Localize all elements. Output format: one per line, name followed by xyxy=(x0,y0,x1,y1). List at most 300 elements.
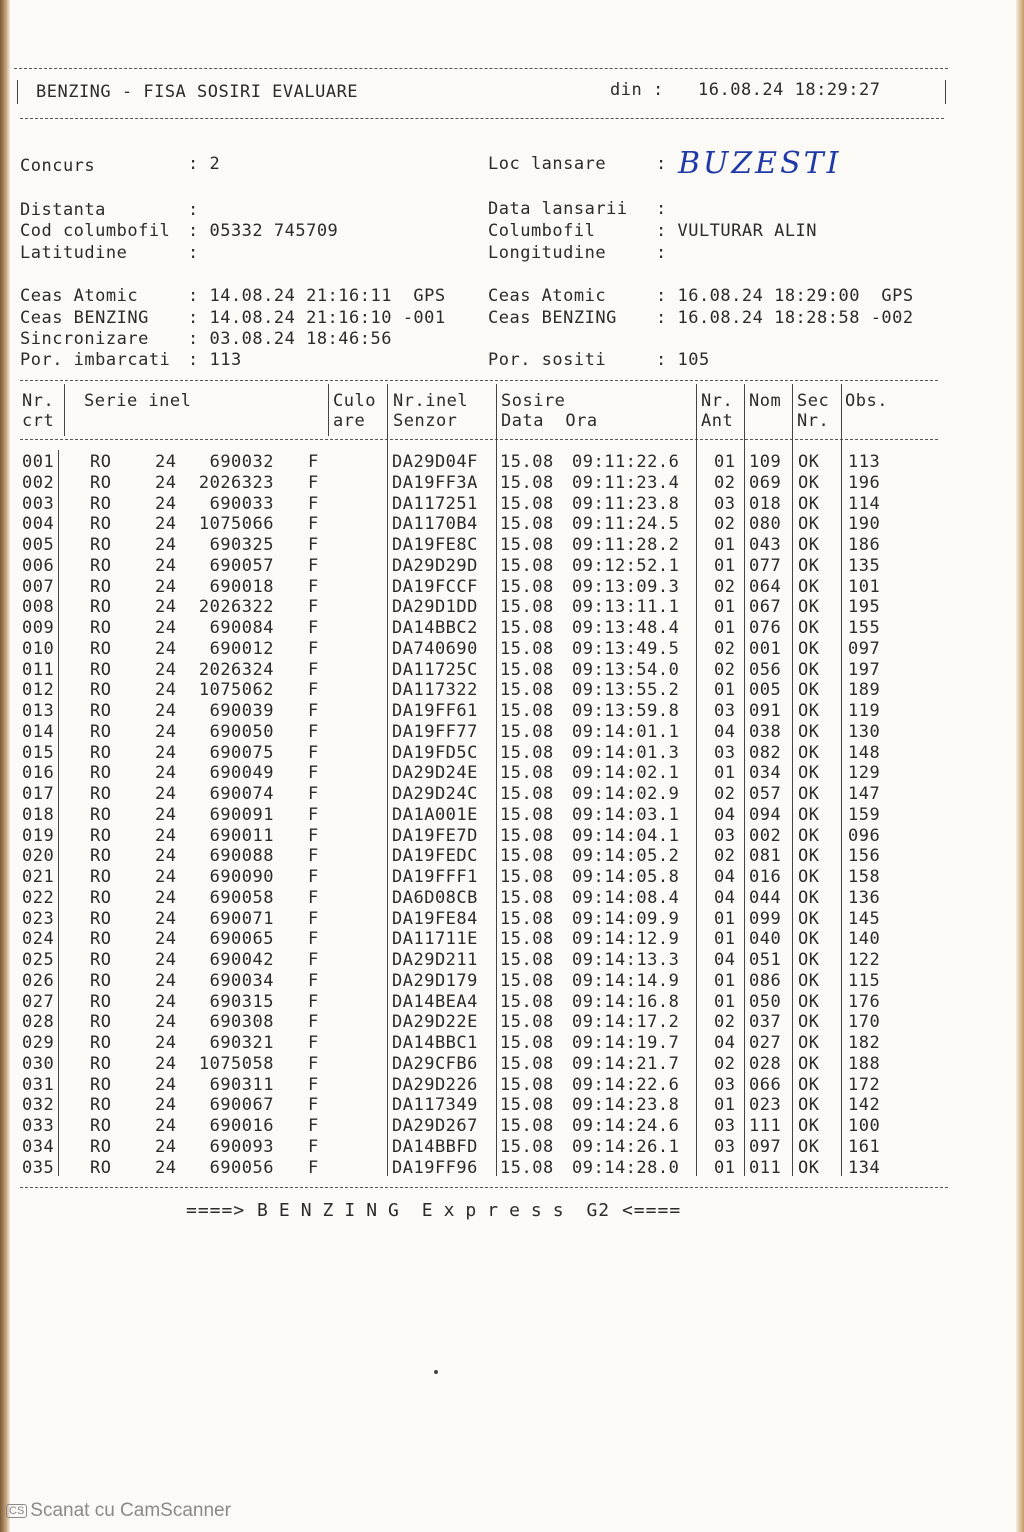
row-sex: F xyxy=(308,680,319,701)
row-nr-crt: 010 xyxy=(22,638,55,659)
row-nom: 044 xyxy=(749,887,782,908)
row-year: 24 xyxy=(155,493,177,514)
row-sensor-id: DA14BBC1 xyxy=(392,1033,478,1053)
row-arrival-date: 15.08 xyxy=(500,1053,554,1074)
row-arrival-date: 15.08 xyxy=(500,887,554,908)
table-row xyxy=(22,867,952,887)
cod-columbofil-label: Cod columbofil xyxy=(20,221,171,241)
row-security: OK xyxy=(798,452,820,472)
table-row xyxy=(22,639,952,659)
row-antenna: 03 xyxy=(714,1116,736,1136)
row-obs: 114 xyxy=(848,493,881,514)
row-sensor-id: DA11725C xyxy=(392,659,478,680)
row-obs: 119 xyxy=(848,701,881,721)
row-arrival-time: 09:13:11.1 xyxy=(572,597,680,618)
row-obs: 134 xyxy=(848,1157,881,1178)
row-nom: 086 xyxy=(749,970,782,991)
row-security: OK xyxy=(798,804,820,825)
row-antenna: 01 xyxy=(714,597,736,618)
row-obs: 148 xyxy=(848,742,881,763)
row-country: RO xyxy=(90,659,112,680)
footer-product: Express xyxy=(421,1200,575,1221)
row-arrival-date: 15.08 xyxy=(500,597,554,618)
row-nom: 099 xyxy=(749,908,782,929)
row-country: RO xyxy=(90,1157,112,1178)
row-year: 24 xyxy=(155,638,177,659)
row-sex: F xyxy=(308,514,319,535)
row-arrival-time: 09:14:28.0 xyxy=(572,1157,680,1178)
row-nr-crt: 031 xyxy=(22,1074,55,1095)
row-nom: 050 xyxy=(749,991,782,1012)
row-antenna: 04 xyxy=(714,721,736,742)
row-arrival-date: 15.08 xyxy=(500,804,554,825)
header-senzor: Senzor xyxy=(393,411,458,431)
row-security: OK xyxy=(798,1136,820,1157)
row-obs: 176 xyxy=(848,991,881,1012)
row-nom: 038 xyxy=(749,721,782,742)
row-obs: 140 xyxy=(848,929,881,950)
row-year: 24 xyxy=(155,929,177,950)
row-antenna: 01 xyxy=(714,991,736,1012)
row-nom: 057 xyxy=(749,784,782,804)
row-obs: 197 xyxy=(848,659,881,680)
row-country: RO xyxy=(90,846,112,867)
row-antenna: 01 xyxy=(714,970,736,991)
row-nr-crt: 025 xyxy=(22,950,55,970)
distanta-label: Distanta xyxy=(20,200,106,220)
table-row xyxy=(22,763,952,783)
row-arrival-date: 15.08 xyxy=(500,555,554,576)
row-ring-number: 690058 xyxy=(209,887,274,908)
row-nom: 097 xyxy=(749,1136,782,1157)
sositi-label: Por. sositi xyxy=(488,350,607,370)
row-year: 24 xyxy=(155,721,177,742)
row-antenna: 02 xyxy=(714,472,736,493)
row-obs: 159 xyxy=(848,804,881,825)
row-sex: F xyxy=(308,1074,319,1095)
row-security: OK xyxy=(798,970,820,991)
row-country: RO xyxy=(90,1074,112,1095)
row-obs: 097 xyxy=(848,638,881,659)
table-row xyxy=(22,1033,952,1053)
row-antenna: 03 xyxy=(714,1136,736,1157)
row-ring-number: 690084 xyxy=(209,618,274,638)
row-arrival-time: 09:11:28.2 xyxy=(572,535,680,555)
row-nr-crt: 030 xyxy=(22,1053,55,1074)
row-ring-number: 690056 xyxy=(209,1157,274,1178)
row-arrival-date: 15.08 xyxy=(500,472,554,493)
row-obs: 101 xyxy=(848,576,881,597)
table-row xyxy=(22,784,952,804)
row-nom: 018 xyxy=(749,493,782,514)
sositi-value: : 105 xyxy=(656,350,710,370)
row-nom: 043 xyxy=(749,535,782,555)
columbofil-label: Columbofil xyxy=(488,221,596,241)
row-sex: F xyxy=(308,597,319,618)
row-sex: F xyxy=(308,763,319,784)
row-sensor-id: DA19FE8C xyxy=(392,535,478,555)
row-antenna: 02 xyxy=(714,1012,736,1033)
scan-edge-right xyxy=(1016,0,1024,1532)
table-row xyxy=(22,701,952,721)
footer-brand-line xyxy=(186,1200,681,1221)
table-row xyxy=(22,722,952,742)
row-security: OK xyxy=(798,867,820,887)
sincronizare-label: Sincronizare xyxy=(20,329,149,349)
cod-columbofil-value: : 05332 745709 xyxy=(188,221,339,241)
row-year: 24 xyxy=(155,680,177,701)
row-sensor-id: DA6D08CB xyxy=(392,887,478,908)
row-year: 24 xyxy=(155,970,177,991)
row-country: RO xyxy=(90,680,112,701)
row-sex: F xyxy=(308,493,319,514)
row-arrival-date: 15.08 xyxy=(500,1116,554,1136)
row-sensor-id: DA117251 xyxy=(392,493,478,514)
row-obs: 189 xyxy=(848,680,881,701)
row-country: RO xyxy=(90,1116,112,1136)
row-nr-crt: 016 xyxy=(22,763,55,784)
row-year: 24 xyxy=(155,908,177,929)
row-antenna: 02 xyxy=(714,846,736,867)
row-obs: 195 xyxy=(848,597,881,618)
row-obs: 156 xyxy=(848,846,881,867)
row-year: 24 xyxy=(155,825,177,846)
columbofil-value: : VULTURAR ALIN xyxy=(656,221,818,241)
row-obs: 188 xyxy=(848,1053,881,1074)
row-sex: F xyxy=(308,659,319,680)
loc-lansare-colon: : xyxy=(656,154,667,174)
row-ring-number: 690033 xyxy=(209,493,274,514)
ceas-benzing-start-label: Ceas BENZING xyxy=(20,308,149,328)
row-security: OK xyxy=(798,638,820,659)
row-sex: F xyxy=(308,742,319,763)
row-nom: 056 xyxy=(749,659,782,680)
row-security: OK xyxy=(798,1157,820,1178)
row-security: OK xyxy=(798,514,820,535)
row-ring-number: 690315 xyxy=(209,991,274,1012)
row-country: RO xyxy=(90,887,112,908)
camscanner-logo-icon: CS xyxy=(6,1504,27,1518)
row-arrival-date: 15.08 xyxy=(500,1157,554,1178)
header-nr-ant: Nr. xyxy=(701,391,734,411)
row-sensor-id: DA29D211 xyxy=(392,950,478,970)
row-country: RO xyxy=(90,1053,112,1074)
row-nr-crt: 019 xyxy=(22,825,55,846)
table-row xyxy=(22,846,952,866)
row-nom: 037 xyxy=(749,1012,782,1033)
row-country: RO xyxy=(90,1095,112,1116)
row-year: 24 xyxy=(155,1157,177,1178)
col-sep-nr-header xyxy=(64,384,65,436)
row-arrival-date: 15.08 xyxy=(500,950,554,970)
row-nr-crt: 026 xyxy=(22,970,55,991)
row-obs: 158 xyxy=(848,867,881,887)
row-year: 24 xyxy=(155,991,177,1012)
row-country: RO xyxy=(90,950,112,970)
row-nom: 081 xyxy=(749,846,782,867)
row-antenna: 04 xyxy=(714,804,736,825)
row-security: OK xyxy=(798,742,820,763)
header-right-border xyxy=(945,80,946,104)
row-year: 24 xyxy=(155,1116,177,1136)
row-obs: 113 xyxy=(848,452,881,472)
header-culo: Culo xyxy=(333,391,376,411)
row-obs: 182 xyxy=(848,1033,881,1053)
row-arrival-date: 15.08 xyxy=(500,535,554,555)
row-sensor-id: DA19FFF1 xyxy=(392,867,478,887)
row-security: OK xyxy=(798,1012,820,1033)
row-arrival-date: 15.08 xyxy=(500,680,554,701)
row-arrival-time: 09:11:24.5 xyxy=(572,514,680,535)
row-sex: F xyxy=(308,846,319,867)
row-security: OK xyxy=(798,950,820,970)
row-arrival-time: 09:11:23.4 xyxy=(572,472,680,493)
row-arrival-time: 09:13:48.4 xyxy=(572,618,680,638)
row-sex: F xyxy=(308,701,319,721)
distanta-value: : xyxy=(188,200,199,220)
row-year: 24 xyxy=(155,1033,177,1053)
row-nr-crt: 032 xyxy=(22,1095,55,1116)
row-sex: F xyxy=(308,887,319,908)
ceas-benzing-end-value: : 16.08.24 18:28:58 -002 xyxy=(656,308,914,328)
latitudine-value: : xyxy=(188,243,199,263)
row-nr-crt: 003 xyxy=(22,493,55,514)
row-security: OK xyxy=(798,555,820,576)
row-security: OK xyxy=(798,721,820,742)
row-nom: 067 xyxy=(749,597,782,618)
row-ring-number: 690050 xyxy=(209,721,274,742)
row-security: OK xyxy=(798,576,820,597)
table-row xyxy=(22,618,952,638)
row-year: 24 xyxy=(155,701,177,721)
row-security: OK xyxy=(798,1053,820,1074)
row-arrival-time: 09:14:05.2 xyxy=(572,846,680,867)
row-security: OK xyxy=(798,659,820,680)
row-arrival-time: 09:11:23.8 xyxy=(572,493,680,514)
row-sensor-id: DA29D24E xyxy=(392,763,478,784)
row-obs: 136 xyxy=(848,887,881,908)
row-nom: 040 xyxy=(749,929,782,950)
table-row xyxy=(22,743,952,763)
row-country: RO xyxy=(90,701,112,721)
row-ring-number: 1075066 xyxy=(198,514,274,535)
row-arrival-date: 15.08 xyxy=(500,659,554,680)
row-sex: F xyxy=(308,784,319,804)
table-row xyxy=(22,805,952,825)
table-row xyxy=(22,660,952,680)
row-arrival-time: 09:14:01.3 xyxy=(572,742,680,763)
row-antenna: 02 xyxy=(714,576,736,597)
row-sex: F xyxy=(308,1033,319,1053)
row-sensor-id: DA19FF96 xyxy=(392,1157,478,1178)
row-year: 24 xyxy=(155,597,177,618)
header-are: are xyxy=(333,411,366,431)
row-sex: F xyxy=(308,535,319,555)
row-arrival-time: 09:13:09.3 xyxy=(572,576,680,597)
row-arrival-time: 09:13:59.8 xyxy=(572,701,680,721)
row-antenna: 01 xyxy=(714,452,736,472)
row-antenna: 01 xyxy=(714,908,736,929)
row-arrival-time: 09:14:08.4 xyxy=(572,887,680,908)
row-year: 24 xyxy=(155,618,177,638)
row-year: 24 xyxy=(155,555,177,576)
row-obs: 142 xyxy=(848,1095,881,1116)
row-sensor-id: DA19FF61 xyxy=(392,701,478,721)
row-year: 24 xyxy=(155,846,177,867)
row-obs: 135 xyxy=(848,555,881,576)
row-year: 24 xyxy=(155,1074,177,1095)
row-arrival-date: 15.08 xyxy=(500,929,554,950)
row-arrival-time: 09:14:04.1 xyxy=(572,825,680,846)
row-sensor-id: DA14BBFD xyxy=(392,1136,478,1157)
row-arrival-date: 15.08 xyxy=(500,991,554,1012)
row-nr-crt: 004 xyxy=(22,514,55,535)
row-ring-number: 690325 xyxy=(209,535,274,555)
row-antenna: 03 xyxy=(714,742,736,763)
row-sensor-id: DA11711E xyxy=(392,929,478,950)
row-arrival-time: 09:13:49.5 xyxy=(572,638,680,659)
row-security: OK xyxy=(798,887,820,908)
table-row xyxy=(22,514,952,534)
row-arrival-time: 09:14:14.9 xyxy=(572,970,680,991)
row-antenna: 02 xyxy=(714,1053,736,1074)
header-bottom-border xyxy=(20,118,944,119)
row-arrival-date: 15.08 xyxy=(500,452,554,472)
row-nom: 094 xyxy=(749,804,782,825)
camscanner-text: Scanat cu CamScanner xyxy=(30,1500,231,1521)
row-sensor-id: DA19FF77 xyxy=(392,721,478,742)
row-nr-crt: 029 xyxy=(22,1033,55,1053)
row-arrival-time: 09:14:02.1 xyxy=(572,763,680,784)
sincronizare-value: : 03.08.24 18:46:56 xyxy=(188,329,392,349)
row-security: OK xyxy=(798,1074,820,1095)
row-nr-crt: 028 xyxy=(22,1012,55,1033)
row-sensor-id: DA29D22E xyxy=(392,1012,478,1033)
row-sex: F xyxy=(308,1053,319,1074)
row-arrival-time: 09:14:22.6 xyxy=(572,1074,680,1095)
row-security: OK xyxy=(798,1116,820,1136)
row-ring-number: 690093 xyxy=(209,1136,274,1157)
row-ring-number: 690088 xyxy=(209,846,274,867)
row-arrival-time: 09:14:23.8 xyxy=(572,1095,680,1116)
row-nom: 082 xyxy=(749,742,782,763)
row-sensor-id: DA19FD5C xyxy=(392,742,478,763)
row-nr-crt: 002 xyxy=(22,472,55,493)
row-sex: F xyxy=(308,1136,319,1157)
row-year: 24 xyxy=(155,742,177,763)
row-sex: F xyxy=(308,618,319,638)
row-ring-number: 2026323 xyxy=(198,472,274,493)
row-security: OK xyxy=(798,472,820,493)
row-security: OK xyxy=(798,1033,820,1053)
row-arrival-date: 15.08 xyxy=(500,970,554,991)
row-ring-number: 690091 xyxy=(209,804,274,825)
row-year: 24 xyxy=(155,1053,177,1074)
table-row xyxy=(22,452,952,472)
row-arrival-time: 09:14:19.7 xyxy=(572,1033,680,1053)
row-year: 24 xyxy=(155,1136,177,1157)
row-country: RO xyxy=(90,514,112,535)
row-antenna: 04 xyxy=(714,867,736,887)
ceas-benzing-end-label: Ceas BENZING xyxy=(488,308,617,328)
row-arrival-time: 09:14:12.9 xyxy=(572,929,680,950)
footer-brand: BENZING xyxy=(257,1200,410,1221)
row-country: RO xyxy=(90,638,112,659)
row-country: RO xyxy=(90,991,112,1012)
row-sensor-id: DA19FEDC xyxy=(392,846,478,867)
table-row xyxy=(22,535,952,555)
table-row xyxy=(22,473,952,493)
row-sensor-id: DA29D29D xyxy=(392,555,478,576)
row-sex: F xyxy=(308,1095,319,1116)
header-top-border xyxy=(14,68,948,69)
row-arrival-date: 15.08 xyxy=(500,721,554,742)
row-obs: 161 xyxy=(848,1136,881,1157)
row-ring-number: 690074 xyxy=(209,784,274,804)
row-year: 24 xyxy=(155,535,177,555)
row-country: RO xyxy=(90,1136,112,1157)
print-speck xyxy=(434,1370,438,1374)
row-country: RO xyxy=(90,535,112,555)
row-arrival-date: 15.08 xyxy=(500,784,554,804)
row-arrival-time: 09:11:22.6 xyxy=(572,452,680,472)
row-nom: 002 xyxy=(749,825,782,846)
row-nom: 069 xyxy=(749,472,782,493)
row-arrival-time: 09:14:03.1 xyxy=(572,804,680,825)
report-date-value: 16.08.24 18:29:27 xyxy=(698,80,881,100)
row-obs: 147 xyxy=(848,784,881,804)
row-sex: F xyxy=(308,867,319,887)
row-antenna: 02 xyxy=(714,659,736,680)
row-nr-crt: 006 xyxy=(22,555,55,576)
row-arrival-date: 15.08 xyxy=(500,867,554,887)
row-nr-crt: 008 xyxy=(22,597,55,618)
row-nr-crt: 007 xyxy=(22,576,55,597)
row-arrival-time: 09:14:09.9 xyxy=(572,908,680,929)
row-ring-number: 2026322 xyxy=(198,597,274,618)
header-serie-inel: Serie inel xyxy=(84,391,192,411)
row-nom: 005 xyxy=(749,680,782,701)
table-row xyxy=(22,1158,952,1178)
row-sex: F xyxy=(308,991,319,1012)
row-antenna: 01 xyxy=(714,680,736,701)
row-nom: 028 xyxy=(749,1053,782,1074)
row-obs: 172 xyxy=(848,1074,881,1095)
row-obs: 096 xyxy=(848,825,881,846)
row-country: RO xyxy=(90,618,112,638)
row-ring-number: 690049 xyxy=(209,763,274,784)
row-obs: 155 xyxy=(848,618,881,638)
row-country: RO xyxy=(90,1012,112,1033)
row-sex: F xyxy=(308,908,319,929)
row-security: OK xyxy=(798,701,820,721)
header-nr-inel: Nr.inel xyxy=(393,391,469,411)
row-arrival-time: 09:13:54.0 xyxy=(572,659,680,680)
latitudine-label: Latitudine xyxy=(20,243,128,263)
table-row xyxy=(22,826,952,846)
report-date-label: din : xyxy=(610,80,664,100)
row-ring-number: 690011 xyxy=(209,825,274,846)
row-ring-number: 690057 xyxy=(209,555,274,576)
row-arrival-time: 09:14:26.1 xyxy=(572,1136,680,1157)
row-security: OK xyxy=(798,929,820,950)
row-security: OK xyxy=(798,1095,820,1116)
row-sex: F xyxy=(308,929,319,950)
row-obs: 122 xyxy=(848,950,881,970)
row-ring-number: 1075062 xyxy=(198,680,274,701)
row-security: OK xyxy=(798,618,820,638)
table-row xyxy=(22,1012,952,1032)
